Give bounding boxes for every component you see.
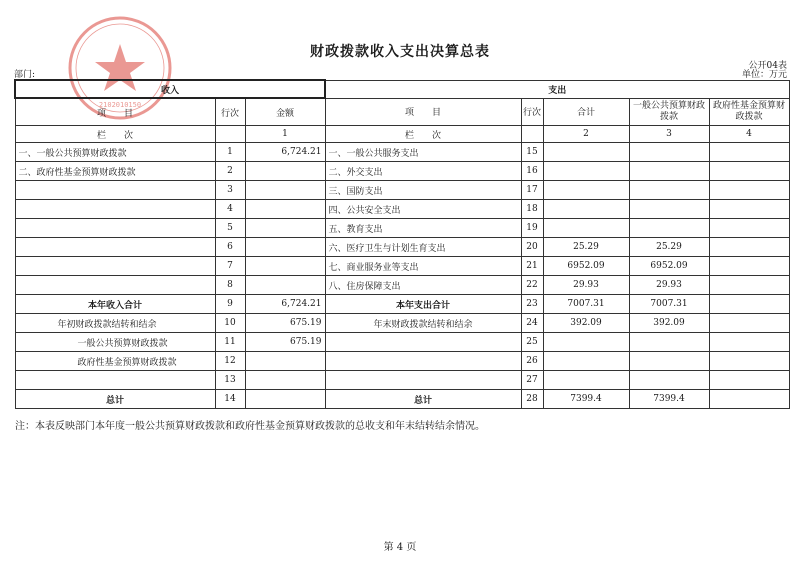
expense-row-no: 18 <box>521 200 543 219</box>
expense-item: 六、医疗卫生与计划生育支出 <box>325 238 521 257</box>
table-row <box>15 333 789 352</box>
expense-general <box>629 200 709 219</box>
expense-row-no: 26 <box>521 352 543 371</box>
expense-total <box>543 162 629 181</box>
expense-row-no: 24 <box>521 314 543 333</box>
expense-row-no: 25 <box>521 333 543 352</box>
income-row-no: 12 <box>215 352 245 371</box>
expense-general <box>629 333 709 352</box>
income-amount: 675.19 <box>245 333 325 352</box>
form-code: 公开04表 <box>748 61 787 71</box>
income-item-header: 项 目 <box>15 98 215 126</box>
expense-item: 三、国防支出 <box>325 181 521 200</box>
income-amount <box>245 390 325 409</box>
general-budget-header: 一般公共预算财政拨款 <box>629 98 709 126</box>
expense-item <box>325 333 521 352</box>
expense-row-no: 22 <box>521 276 543 295</box>
expense-row-no: 23 <box>521 295 543 314</box>
expense-general <box>629 143 709 162</box>
expense-fund <box>709 219 789 238</box>
table-note: 注：本表反映部门本年度一般公共预算财政拨款和政府性基金预算财政拨款的总收支和年末结转结余情况。 <box>15 421 485 432</box>
income-row-no: 14 <box>215 390 245 409</box>
expense-row-no: 17 <box>521 181 543 200</box>
expense-item: 四、公共安全支出 <box>325 200 521 219</box>
expense-row-no: 20 <box>521 238 543 257</box>
expense-fund <box>709 371 789 390</box>
expense-general <box>629 162 709 181</box>
gov-fund-header: 政府性基金预算财政拨款 <box>709 98 789 126</box>
income-amount-header: 金额 <box>245 98 325 126</box>
table-row <box>15 200 789 219</box>
expense-fund <box>709 143 789 162</box>
expense-item: 本年支出合计 <box>325 295 521 314</box>
expense-total <box>543 352 629 371</box>
expense-total <box>543 181 629 200</box>
income-row-no: 3 <box>215 181 245 200</box>
expense-fund <box>709 257 789 276</box>
expense-row-no: 28 <box>521 390 543 409</box>
table-row <box>15 371 789 390</box>
income-amount <box>245 181 325 200</box>
col-label-expense: 栏 次 <box>325 126 521 143</box>
income-item: 总计 <box>15 390 215 409</box>
income-row-no: 9 <box>215 295 245 314</box>
expense-general: 7007.31 <box>629 295 709 314</box>
expense-total: 6952.09 <box>543 257 629 276</box>
expense-total: 7399.4 <box>543 390 629 409</box>
expense-total: 29.93 <box>543 276 629 295</box>
income-amount: 675.19 <box>245 314 325 333</box>
income-row-no: 7 <box>215 257 245 276</box>
expense-row-no: 16 <box>521 162 543 181</box>
expense-general <box>629 371 709 390</box>
income-row-no: 13 <box>215 371 245 390</box>
income-rowno-header: 行次 <box>215 98 245 126</box>
col-number-1: 1 <box>245 126 325 143</box>
income-item: 一般公共预算财政拨款 <box>15 333 215 352</box>
expense-general: 6952.09 <box>629 257 709 276</box>
col-label-income: 栏 次 <box>15 126 215 143</box>
income-amount <box>245 219 325 238</box>
expense-total-header: 合计 <box>543 98 629 126</box>
expense-general: 25.29 <box>629 238 709 257</box>
income-item: 一、一般公共预算财政拨款 <box>15 143 215 162</box>
income-item <box>15 276 215 295</box>
expense-row-no: 19 <box>521 219 543 238</box>
income-row-no: 4 <box>215 200 245 219</box>
income-row-no: 1 <box>215 143 245 162</box>
unit-label: 单位：万元 <box>741 70 787 80</box>
income-amount <box>245 200 325 219</box>
expense-total <box>543 200 629 219</box>
income-amount: 6,724.21 <box>245 143 325 162</box>
svg-text:2102010150: 2102010150 <box>98 101 142 109</box>
expense-total: 392.09 <box>543 314 629 333</box>
table-row <box>15 352 789 371</box>
table-row <box>15 238 789 257</box>
income-item <box>15 257 215 276</box>
income-row-no: 11 <box>215 333 245 352</box>
expense-item: 总计 <box>325 390 521 409</box>
expense-item: 八、住房保障支出 <box>325 276 521 295</box>
expense-total <box>543 333 629 352</box>
income-item: 二、政府性基金预算财政拨款 <box>15 162 215 181</box>
table-row <box>15 276 789 295</box>
table-row <box>15 257 789 276</box>
expense-fund <box>709 390 789 409</box>
col-number-2: 2 <box>543 126 629 143</box>
income-amount <box>245 238 325 257</box>
expense-item <box>325 352 521 371</box>
table-row <box>15 219 789 238</box>
income-item: 年初财政拨款结转和结余 <box>15 314 215 333</box>
expense-fund <box>709 181 789 200</box>
income-amount <box>245 371 325 390</box>
expense-item: 五、教育支出 <box>325 219 521 238</box>
income-item <box>15 219 215 238</box>
expense-item: 二、外交支出 <box>325 162 521 181</box>
income-row-no: 10 <box>215 314 245 333</box>
income-amount: 6,724.21 <box>245 295 325 314</box>
expense-general <box>629 352 709 371</box>
expense-rowno-header: 行次 <box>521 98 543 126</box>
table-row <box>15 390 789 409</box>
expense-fund <box>709 200 789 219</box>
expense-fund <box>709 162 789 181</box>
income-item <box>15 238 215 257</box>
expense-fund <box>709 333 789 352</box>
expense-general: 7399.4 <box>629 390 709 409</box>
expense-fund <box>709 314 789 333</box>
blank-cell <box>215 126 245 143</box>
income-row-no: 6 <box>215 238 245 257</box>
expense-general: 392.09 <box>629 314 709 333</box>
income-row-no: 5 <box>215 219 245 238</box>
expense-total <box>543 371 629 390</box>
col-number-4: 4 <box>709 126 789 143</box>
income-amount <box>245 352 325 371</box>
table-row <box>15 162 789 181</box>
income-item: 政府性基金预算财政拨款 <box>15 352 215 371</box>
table-row <box>15 295 789 314</box>
expense-item: 年末财政拨款结转和结余 <box>325 314 521 333</box>
expense-general: 29.93 <box>629 276 709 295</box>
income-amount <box>245 257 325 276</box>
expense-header: 支出 <box>325 80 789 98</box>
expense-row-no: 15 <box>521 143 543 162</box>
expense-total <box>543 219 629 238</box>
expense-total: 25.29 <box>543 238 629 257</box>
expense-general <box>629 219 709 238</box>
expense-general <box>629 181 709 200</box>
income-amount <box>245 276 325 295</box>
expense-total <box>543 143 629 162</box>
income-item <box>15 371 215 390</box>
page-number: 第 4 页 <box>383 542 417 553</box>
blank-cell <box>521 126 543 143</box>
expense-item: 一、一般公共服务支出 <box>325 143 521 162</box>
report-title: 财政拨款收入支出决算总表 <box>310 44 490 60</box>
income-item <box>15 181 215 200</box>
expense-row-no: 21 <box>521 257 543 276</box>
expense-row-no: 27 <box>521 371 543 390</box>
table-row <box>15 314 789 333</box>
expense-fund <box>709 238 789 257</box>
table-row <box>15 143 789 162</box>
expense-fund <box>709 276 789 295</box>
income-amount <box>245 162 325 181</box>
expense-item-header: 项 目 <box>325 98 521 126</box>
expense-item: 七、商业服务业等支出 <box>325 257 521 276</box>
expense-fund <box>709 352 789 371</box>
income-row-no: 8 <box>215 276 245 295</box>
budget-summary-table <box>14 79 788 407</box>
table-row <box>15 181 789 200</box>
income-item <box>15 200 215 219</box>
col-number-3: 3 <box>629 126 709 143</box>
expense-total: 7007.31 <box>543 295 629 314</box>
income-item: 本年收入合计 <box>15 295 215 314</box>
income-row-no: 2 <box>215 162 245 181</box>
income-header: 收入 <box>15 80 325 98</box>
department-label: 部门: <box>14 70 36 80</box>
expense-item <box>325 371 521 390</box>
expense-fund <box>709 295 789 314</box>
